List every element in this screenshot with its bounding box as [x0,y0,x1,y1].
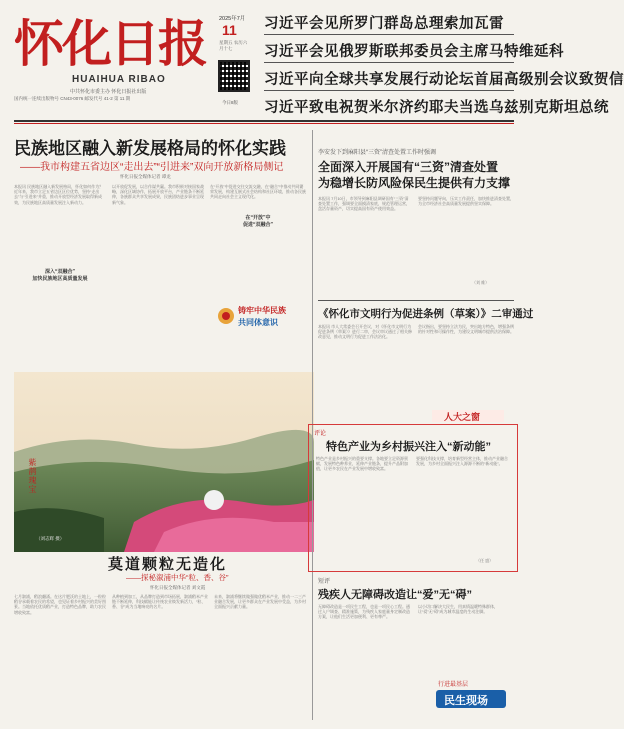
badge-line-2: 共同体意识 [238,318,278,327]
masthead-title: 怀化日报 [14,14,206,73]
bottom-text-col-3: 未来，溆浦将继续做强做优稻米产业，推动一二三产业融合发展，让更多群众在产业发展中受益，为乡村全面振兴贡献力量。 [214,594,306,610]
masthead-publisher: 中共怀化市委主办 怀化日报社出版 [70,89,147,95]
badge-line-1: 铸牢中华民族 [238,306,286,315]
lead-text-col-3: 在“开放”中促进交往交流交融，在“融合”中推动共同繁荣发展，构建互嵌式社会结构和社区环境，推动各民族共同走向社会主义现代化。 [210,184,306,200]
right-top-text-col-1: 本报讯 7月10日，市领导到麻阳县调研国有“三资”清查处置工作，强调要全面摸清家底，规范管理运营，盘活存量资产，切实提高国有资产使用效益。 [318,196,410,212]
lead-headline[interactable]: 民族地区融入新发展格局的怀化实践 [14,139,286,158]
npc-window-stamp [432,408,504,424]
right-mid-title[interactable]: 《怀化市文明行为促进条例（草案）》二审通过 [318,308,534,320]
sidebar-head-1: 深入“双融合” [44,269,75,275]
photo-caption: 紫鹊瑰宝 [28,458,37,494]
sidebar-head-2: 加快民族地区高质量发展 [32,276,88,282]
right-top-signoff: （刘 维） [472,280,490,285]
badge2-line-2: 民生现场 [444,695,488,707]
masthead-rule [14,120,514,122]
divider [264,62,514,63]
landscape-photo [14,372,314,552]
divider [264,34,514,35]
commentary-text-col-1: 特色产业是乡村振兴的重要支撑。各地要立足资源禀赋，发展特色种养业，延伸产业链条，提升产品附加值，让更多农民在产业发展中增收致富。 [316,456,408,472]
stamp-text: 人大之窗 [444,412,481,422]
commentary-kicker: 评论 [314,431,327,437]
masthead-pinyin: HUAIHUA RIBAO [72,74,166,85]
lead-byline: 怀化日报全媒体记者 谭龙 [120,174,171,179]
right-bottom-kicker: 短评 [318,579,331,585]
sidebar-head-3: 在“开放”中 [245,215,271,221]
right-top-title-1[interactable]: 全面深入开展国有“三资”清查处置 [318,160,499,174]
ethnic-unity-badge [216,298,292,334]
issue-lunar-date: 星期五 农历六月十七 [219,40,248,51]
headline-3[interactable]: 习近平向全球共享发展行动论坛首届高级别会议致贺信 [264,72,624,88]
bottom-text-col-1: 七月溆浦，稻浪翻涌。在这片肥沃的土地上，一粒粒稻谷承载着农民的希望，也见证着乡村振兴的美好图景。当地依托优质稻产业，打造特色品牌，助力农民增收致富。 [14,594,106,615]
lead-text-col-1: 本报讯 民族地区融入新发展格局，怀化如何作为？近年来，我市立足五省边区区位优势，坚持“走出去”与“引进来”并重，推动开放型经济发展取得新成效，为民族地区高质量发展注入新动力。 [14,184,104,205]
bottom-byline: 怀化日报全媒体记者 刘文霞 [150,585,206,590]
right-bottom-text-col-1: 无障碍改造是一项民生工程，也是一项民心工程。通过入户调查、精准施策，为残疾人家庭量身定制改造方案，让他们生活更加便利、更有尊严。 [318,604,410,620]
lead-subtitle: ——我市构建五省边区“走出去”“引进来”双向开放新格局侧记 [20,162,284,173]
headline-2[interactable]: 习近平会见俄罗斯联邦委员会主席马特维延科 [264,44,564,60]
qr-code-icon [218,60,250,92]
lead-text-col-2: 以开放促发展，以合作谋共赢。我市积极对接国家战略，深化区域协作，拓展开放平台，产业链条不断延伸，各族群众共享发展成果，民族团结进步事业呈现新气象。 [112,184,204,205]
right-top-text-col-2: 要坚持问题导向，压实工作责任，加快推进清查处置，为全市经济社会高质量发展提供坚实保障。 [418,196,514,207]
issue-date: 2025年7月 [219,16,246,22]
masthead-info: 国内统一连续出版物号 CN43-0076 邮发代号 41-2 第 11 期 [14,96,131,101]
commentary-text-col-2: 要强化科技支撑，培育新型经营主体，推动产业融合发展，为乡村全面振兴注入源源不断的“新动能”。 [416,456,508,467]
commentary-title[interactable]: 特色产业为乡村振兴注入“新动能” [326,441,491,453]
right-bottom-text-col-2: 以小切口解决大民生，用真情温暖特殊群体，让“爱”无“碍”成为城市温度的生动注脚。 [418,604,498,615]
bottom-subtitle: ——探秘溆浦中华“粒、香、谷” [126,573,229,582]
right-mid-text-col-1: 本报讯 市人大常委会召开会议，对《怀化市文明行为促进条例（草案）》进行二审，会议审议通过了相关修改意见，推动文明行为促进工作法治化。 [318,324,412,340]
divider [318,300,514,301]
divider [264,90,514,91]
right-top-title-2[interactable]: 为稳增长防风险保民生提供有力支撑 [318,176,511,190]
photo-credit: （刘志辉 摄） [36,536,65,541]
badge2-line-1: 行进最基层 [438,682,469,688]
commentary-signoff: （任 盛） [476,558,494,563]
issue-day: 11 [222,22,237,38]
bottom-text-col-2: 从种植到加工，从品牌打造到市场拓展，溆浦稻米产业链不断延伸，科技赋能让传统农业焕发新活力，“粒、香、谷”成为当地响亮的名片。 [112,594,208,610]
headline-1[interactable]: 习近平会见所罗门群岛总理索加瓦雷 [264,16,504,32]
bottom-headline[interactable]: 莫道颗粒无造化 [108,556,228,573]
right-mid-text-col-2: 会议指出，要坚持立法为民，突出地方特色，增强条例的针对性和可操作性，为建设文明城市提供法治保障。 [418,324,514,335]
right-top-kicker: 李安发下到麻阳县“三资”清查处置工作时强调 [318,150,436,156]
sidebar-head-4: 促进“双融合” [242,222,273,228]
livelihood-badge [432,674,512,714]
right-bottom-title[interactable]: 残疾人无障碍改造让“爱”无“碍” [318,589,472,601]
headline-4[interactable]: 习近平致电祝贺米尔济约耶夫当选乌兹别克斯坦总统 [264,100,609,116]
issue-pages: 今日8版 [222,100,239,105]
masthead-red-rule [14,123,514,124]
